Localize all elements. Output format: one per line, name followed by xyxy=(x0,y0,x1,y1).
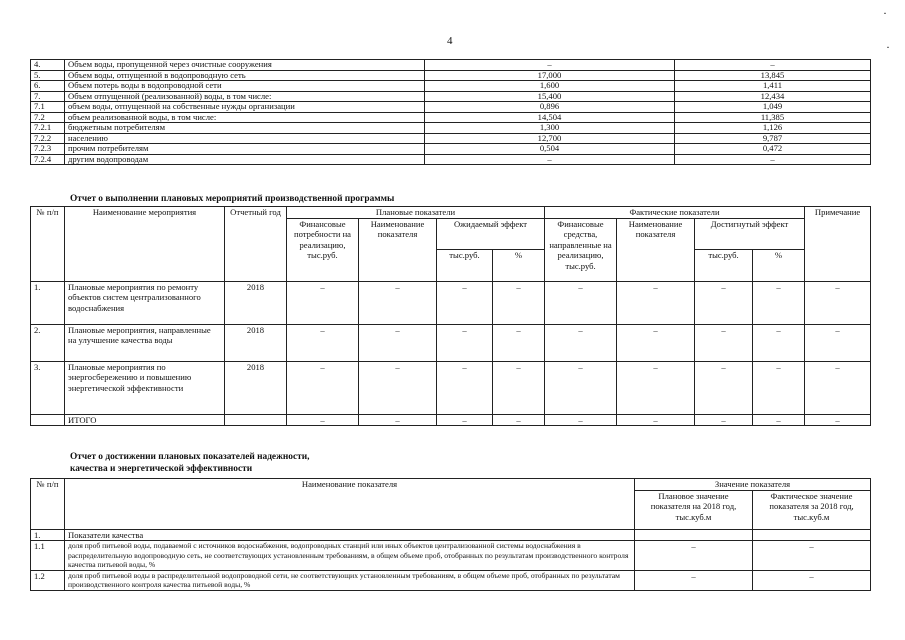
volume-row xyxy=(31,154,871,165)
row-plan: 14,504 xyxy=(425,112,675,123)
row-num: 7.1 xyxy=(31,102,65,113)
col-indicator-name-2: Наименование показателя xyxy=(617,218,695,281)
section3-title-line1: Отчет о достижении плановых показателей надежности, xyxy=(70,452,310,462)
row-plan: 0,504 xyxy=(425,144,675,155)
measure-dash-cell: – xyxy=(437,281,493,324)
measure-dash-cell: – xyxy=(287,281,359,324)
volume-row xyxy=(31,91,871,102)
indicator-row xyxy=(31,570,871,590)
planned-measures-table xyxy=(30,206,871,426)
row-plan: – xyxy=(425,154,675,165)
measure-year: 2018 xyxy=(225,324,287,361)
row-plan: 1,300 xyxy=(425,123,675,134)
t3-col-num: № п/п xyxy=(31,479,65,530)
indicator-name: Показатели качества xyxy=(65,529,635,541)
indicator-row xyxy=(31,541,871,571)
row-fact: 11,385 xyxy=(675,112,871,123)
volume-row xyxy=(31,112,871,123)
total-dash-cell: – xyxy=(805,414,871,426)
t3-header-row-1 xyxy=(31,479,871,491)
col-measure-name: Наименование мероприятия xyxy=(65,207,225,282)
row-fact: 1,049 xyxy=(675,102,871,113)
col-fin-plan: Финансовые потребности на реализацию, тыс.руб. xyxy=(287,218,359,281)
col-actual: Фактические показатели xyxy=(545,207,805,219)
measure-dash-cell: – xyxy=(545,324,617,361)
section2-title: Отчет о выполнении плановых мероприятий производственной программы xyxy=(70,194,395,204)
t3-col-plan: Плановое значение показателя на 2018 год, тыс.куб.м xyxy=(635,490,753,529)
row-plan: 17,000 xyxy=(425,70,675,81)
total-dash-cell: – xyxy=(545,414,617,426)
indicator-num: 1. xyxy=(31,529,65,541)
corner-mark-top: · xyxy=(883,6,887,20)
indicator-plan: – xyxy=(635,570,753,590)
measure-num: 3. xyxy=(31,361,65,414)
t3-col-fact: Фактическое значение показателя за 2018 год, тыс.куб.м xyxy=(753,490,871,529)
row-num: 6. xyxy=(31,81,65,92)
indicator-fact: – xyxy=(753,541,871,571)
indicator-plan xyxy=(635,529,753,541)
total-row xyxy=(31,414,871,426)
measure-name: Плановые мероприятия по ремонту объектов систем централизованного водоснабжения xyxy=(65,281,225,324)
row-num: 5. xyxy=(31,70,65,81)
measure-dash-cell: – xyxy=(805,324,871,361)
measure-dash-cell: – xyxy=(493,281,545,324)
indicator-row xyxy=(31,529,871,541)
total-dash-cell: – xyxy=(753,414,805,426)
row-name: объем воды, отпущенной на собственные нужды организации xyxy=(65,102,425,113)
col-year: Отчетный год xyxy=(225,207,287,282)
col-num: № п/п xyxy=(31,207,65,282)
indicator-name: доля проб питьевой воды, подаваемой с источников водоснабжения, водопроводных станций или иных объектов централизованной системы водоснабжения в распределительную водопроводную сеть, не соответствующих установленным требованиям, в общем объеме проб, отобранных по результатам производственного контроля качества питьевой воды, % xyxy=(65,541,635,571)
row-fact: 12,434 xyxy=(675,91,871,102)
measure-dash-cell: – xyxy=(695,324,753,361)
volume-row xyxy=(31,102,871,113)
row-num: 7.2.3 xyxy=(31,144,65,155)
measure-num: 1. xyxy=(31,281,65,324)
row-name: населению xyxy=(65,133,425,144)
measure-dash-cell: – xyxy=(617,324,695,361)
indicator-fact: – xyxy=(753,570,871,590)
volume-row xyxy=(31,60,871,71)
measure-dash-cell: – xyxy=(753,361,805,414)
measure-dash-cell: – xyxy=(617,361,695,414)
measure-dash-cell: – xyxy=(753,324,805,361)
row-plan: – xyxy=(425,60,675,71)
measure-dash-cell: – xyxy=(695,361,753,414)
measure-dash-cell: – xyxy=(753,281,805,324)
total-label: ИТОГО xyxy=(65,414,225,426)
total-year xyxy=(225,414,287,426)
indicator-fact xyxy=(753,529,871,541)
reliability-indicators-table xyxy=(30,478,871,591)
measure-dash-cell: – xyxy=(695,281,753,324)
measure-dash-cell: – xyxy=(493,361,545,414)
measure-dash-cell: – xyxy=(805,361,871,414)
volume-row xyxy=(31,144,871,155)
measure-dash-cell: – xyxy=(437,324,493,361)
row-name: Объем воды, отпущенной в водопроводную сеть xyxy=(65,70,425,81)
row-num: 7.2.1 xyxy=(31,123,65,134)
row-name: прочим потребителям xyxy=(65,144,425,155)
volume-row xyxy=(31,70,871,81)
measure-year: 2018 xyxy=(225,281,287,324)
row-name: Объем отпущенной (реализованной) воды, в том числе: xyxy=(65,91,425,102)
measure-dash-cell: – xyxy=(359,361,437,414)
measure-dash-cell: – xyxy=(359,324,437,361)
indicator-num: 1.2 xyxy=(31,570,65,590)
measure-num: 2. xyxy=(31,324,65,361)
measure-name: Плановые мероприятия по энергосбережению и повышению энергетической эффективности xyxy=(65,361,225,414)
indicator-plan: – xyxy=(635,541,753,571)
measure-dash-cell: – xyxy=(545,361,617,414)
measure-dash-cell: – xyxy=(617,281,695,324)
volume-row xyxy=(31,123,871,134)
col-fin-actual: Финансовые средства, направленные на реализацию, тыс.руб. xyxy=(545,218,617,281)
measure-name: Плановые мероприятия, направленные на улучшение качества воды xyxy=(65,324,225,361)
row-fact: – xyxy=(675,60,871,71)
t3-col-name: Наименование показателя xyxy=(65,479,635,530)
section3-title-line2: качества и энергетической эффективности xyxy=(70,464,253,474)
row-name: объем реализованной воды, в том числе: xyxy=(65,112,425,123)
col-achieved-pct: % xyxy=(753,250,805,282)
measure-dash-cell: – xyxy=(437,361,493,414)
row-name: Объем воды, пропущенной через очистные сооружения xyxy=(65,60,425,71)
water-volume-table xyxy=(30,59,871,165)
row-plan: 15,400 xyxy=(425,91,675,102)
row-name: бюджетным потребителям xyxy=(65,123,425,134)
row-num: 7.2.4 xyxy=(31,154,65,165)
row-num: 4. xyxy=(31,60,65,71)
total-dash-cell: – xyxy=(287,414,359,426)
col-indicator-name: Наименование показателя xyxy=(359,218,437,281)
total-dash-cell: – xyxy=(437,414,493,426)
row-fact: 1,126 xyxy=(675,123,871,134)
header-row-1 xyxy=(31,207,871,219)
row-fact: 13,845 xyxy=(675,70,871,81)
volume-row xyxy=(31,133,871,144)
row-name: Объем потерь воды в водопроводной сети xyxy=(65,81,425,92)
total-dash-cell: – xyxy=(359,414,437,426)
col-expected-effect: Ожидаемый эффект xyxy=(437,218,545,250)
row-plan: 1,600 xyxy=(425,81,675,92)
col-planned: Плановые показатели xyxy=(287,207,545,219)
measure-year: 2018 xyxy=(225,361,287,414)
row-fact: 0,472 xyxy=(675,144,871,155)
total-dash-cell: – xyxy=(493,414,545,426)
row-name: другим водопроводам xyxy=(65,154,425,165)
row-plan: 12,700 xyxy=(425,133,675,144)
col-note: Примечание xyxy=(805,207,871,282)
corner-mark-right: · xyxy=(886,40,890,54)
measure-dash-cell: – xyxy=(359,281,437,324)
total-dash-cell: – xyxy=(695,414,753,426)
measure-dash-cell: – xyxy=(287,361,359,414)
indicator-num: 1.1 xyxy=(31,541,65,571)
total-num xyxy=(31,414,65,426)
page-number: 4 xyxy=(447,35,453,47)
measure-dash-cell: – xyxy=(493,324,545,361)
indicator-name: доля проб питьевой воды в распределительной водопроводной сети, не соответствующих установленным требованиям, в общем объеме проб, отобранных по результатам производственного контроля качества питьевой воды, % xyxy=(65,570,635,590)
measure-dash-cell: – xyxy=(287,324,359,361)
volume-row xyxy=(31,81,871,92)
t3-col-value: Значение показателя xyxy=(635,479,871,491)
row-num: 7. xyxy=(31,91,65,102)
row-fact: 9,787 xyxy=(675,133,871,144)
measure-row xyxy=(31,281,871,324)
row-plan: 0,896 xyxy=(425,102,675,113)
col-achieved-trub: тыс.руб. xyxy=(695,250,753,282)
total-dash-cell: – xyxy=(617,414,695,426)
row-num: 7.2 xyxy=(31,112,65,123)
measure-dash-cell: – xyxy=(805,281,871,324)
col-expected-pct: % xyxy=(493,250,545,282)
measure-row xyxy=(31,324,871,361)
measure-dash-cell: – xyxy=(545,281,617,324)
col-expected-trub: тыс.руб. xyxy=(437,250,493,282)
row-num: 7.2.2 xyxy=(31,133,65,144)
row-fact: – xyxy=(675,154,871,165)
row-fact: 1,411 xyxy=(675,81,871,92)
measure-row xyxy=(31,361,871,414)
col-achieved-effect: Достигнутый эффект xyxy=(695,218,805,250)
